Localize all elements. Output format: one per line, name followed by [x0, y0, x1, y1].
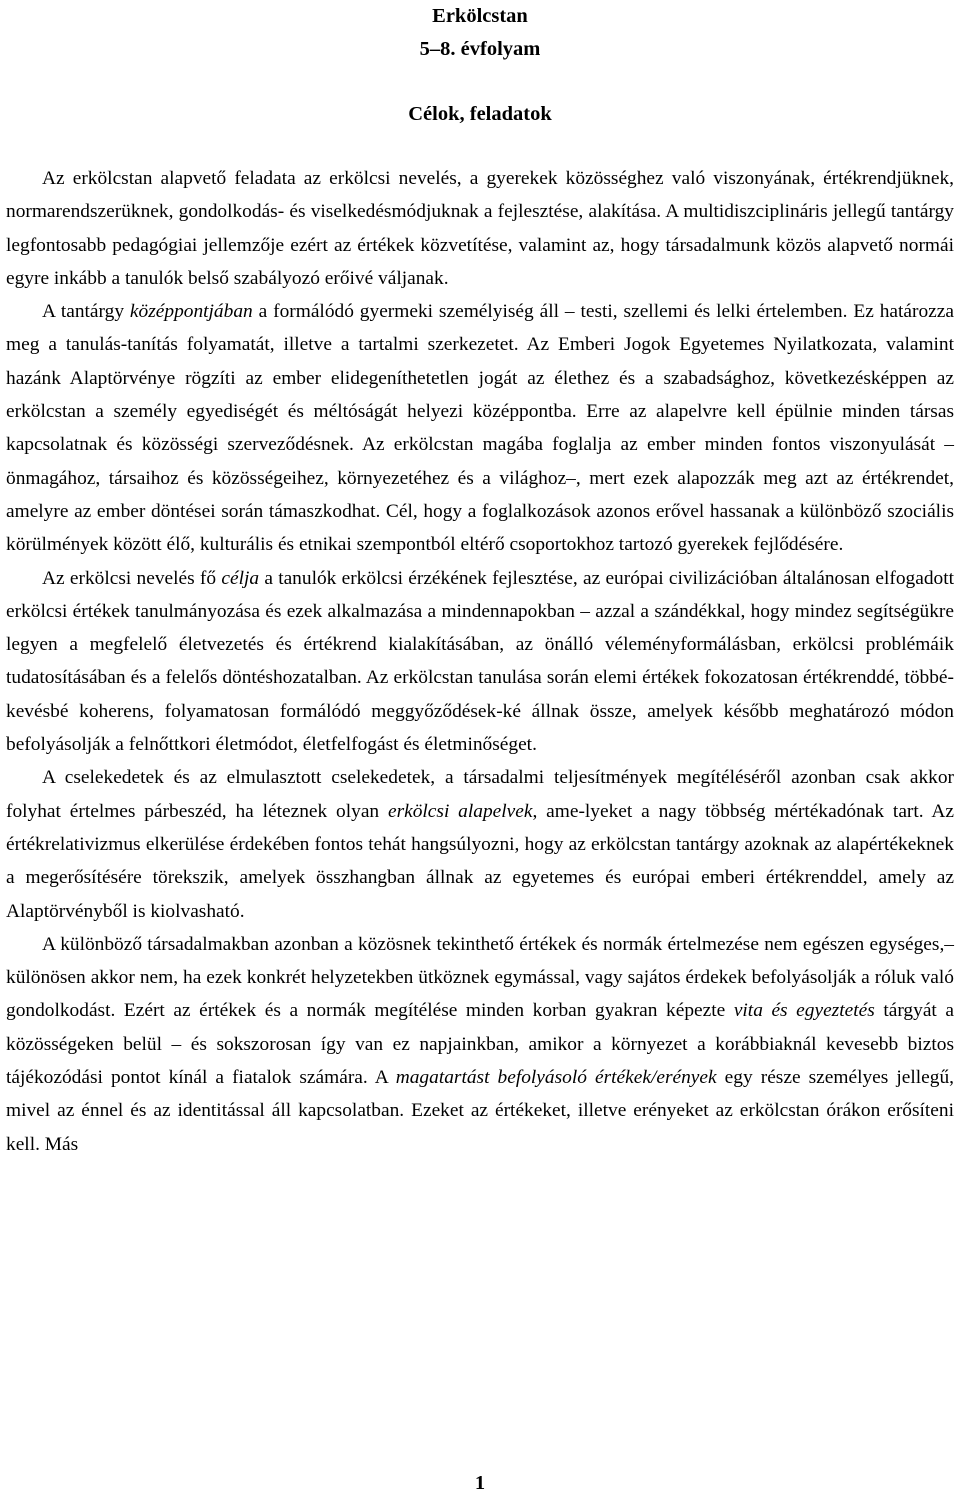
document-page	[6, 0, 954, 1161]
paragraph-text: Az erkölcstan alapvető feladata az erkölcsi nevelés, a gyerekek közösséghez való viszonyának, értékrendjüknek, normarendszerüknek, gondolkodás- és viselkedésmódjuknak a fejlesztése, alakítása. A multidiszciplináris jellegű tantárgy legfontosabb pedagógiai jellemzője ezért az értékek közvetítése, valamint az, hogy társadalmunk közös alapvető normái egyre inkább a tanulók belső szabályozó erőivé váljanak.	[6, 168, 954, 289]
document-title: Erkölcstan	[432, 5, 528, 27]
paragraph-text: , ame-lyeket a nagy többség mértékadónak tart. Az értékrelativizmus elkerülése érdekében fontos tehát hangsúlyozni, hogy az erkölcstan tantárgy azoknak az alapértékeknek a megerősítésére törekszik, amelyek összhangban állnak az egyetemes és európai emberi értékrenddel, amely az Alaptörvényből is kiolvasható.	[6, 800, 954, 922]
paragraph	[6, 295, 954, 561]
grade-subtitle: 5–8. évfolyam	[419, 38, 541, 60]
italic-text: vita és egyeztetés	[733, 1000, 875, 1022]
paragraph-text: tárgyát a közösségeken belül – és sokszorosan így van ez napjainkban, amikor a környezet a korábbiaknál kevesebb biztos tájékozódási pontot kínál a fiatalok számára. A	[6, 1000, 954, 1089]
italic-text: középpontjában	[129, 301, 253, 323]
paragraph	[6, 162, 954, 295]
page-number: 1	[474, 1472, 486, 1494]
paragraph	[6, 761, 954, 927]
paragraph-text: Az erkölcsi nevelés fő	[42, 567, 222, 589]
paragraph	[6, 562, 954, 762]
paragraph-text: a tanulók erkölcsi érzékének fejlesztése, az európai civilizációban általánosan elfogadott erkölcsi értékek tanulmányozása és ezek alkalmazása a mindennapokban – azzal a szándékkal, hogy mindez segítségükre legyen a megfelelő életvezetés és értékrend kialakításában, az önálló véleményformálásban, erkölcsi problémáik tudatosításában és a felelős döntéshozatalban. Az erkölcstan tanulása során elemi értékek fokozatosan értékrenddé, többé-kevésbé koherens, folyamatosan formálódó meggyőződések-ké állnak össze, amelyek később meghatározó módon befolyásolják a felnőttkori életmódot, életfelfogást és életminőséget.	[6, 567, 954, 756]
section-heading: Célok, feladatok	[408, 103, 552, 125]
paragraph-text: egy része személyes jellegű, mivel az énnel és az identitással áll kapcsolatban. Ezeket az értékeket, illetve erényeket az erkölcstan órákon erősíteni kell. Más	[6, 1067, 954, 1155]
paragraph-text: a formálódó gyermeki személyiség áll – testi, szellemi és lelki értelemben. Ez határozza meg a tanulás-tanítás folyamatát, illetve a tartalmi szerkezetet. Az Emberi Jogok Egyetemes Nyilatkozata, valamint hazánk Alaptörvénye rögzíti az ember elidegeníthetetlen jogát az élethez és a szabadsághoz, következésképpen az erkölcstan a személy egyediségét és méltóságát helyezi középpontba. Erre az alapelvre kell épülnie minden társas kapcsolatnak és közösségi szerveződésnek. Az erkölcstan magába foglalja az ember minden fontos viszonyulását – önmagához, társaihoz és közösségeihez, környezetéhez és a világhoz–, mert ezek alapozzák meg azt az értékrendet, amelyre az ember döntései során támaszkodhat. Cél, hogy a foglalkozások azonos erővel hassanak a különböző szociális körülmények között élő, kulturális és etnikai szempontból eltérő csoportokhoz tartozó gyerekek fejlődésére.	[6, 301, 954, 556]
italic-text: célja	[221, 567, 260, 589]
paragraph-text: A tantárgy	[42, 301, 130, 323]
italic-text: erkölcsi alapelvek	[387, 800, 533, 822]
paragraph-text: A cselekedetek és az elmulasztott cselekedetek, a társadalmi teljesítmények megítéléséről azonban csak akkor folyhat értelmes párbeszéd, ha léteznek olyan	[6, 767, 954, 822]
paragraph-text: A különböző társadalmakban azonban a közösnek tekinthető értékek és normák értelmezése nem egészen egységes,– különösen akkor nem, ha ezek konkrét helyzetekben ütköznek egymással, vagy sajátos érdekek befolyásolják a róluk való gondolkodást. Ezért az értékek és a normák megítélése minden korban gyakran képezte	[6, 933, 954, 1022]
paragraph	[6, 928, 954, 1161]
italic-text: magatartást befolyásoló értékek/erények	[395, 1067, 717, 1089]
body-text	[6, 162, 954, 1161]
